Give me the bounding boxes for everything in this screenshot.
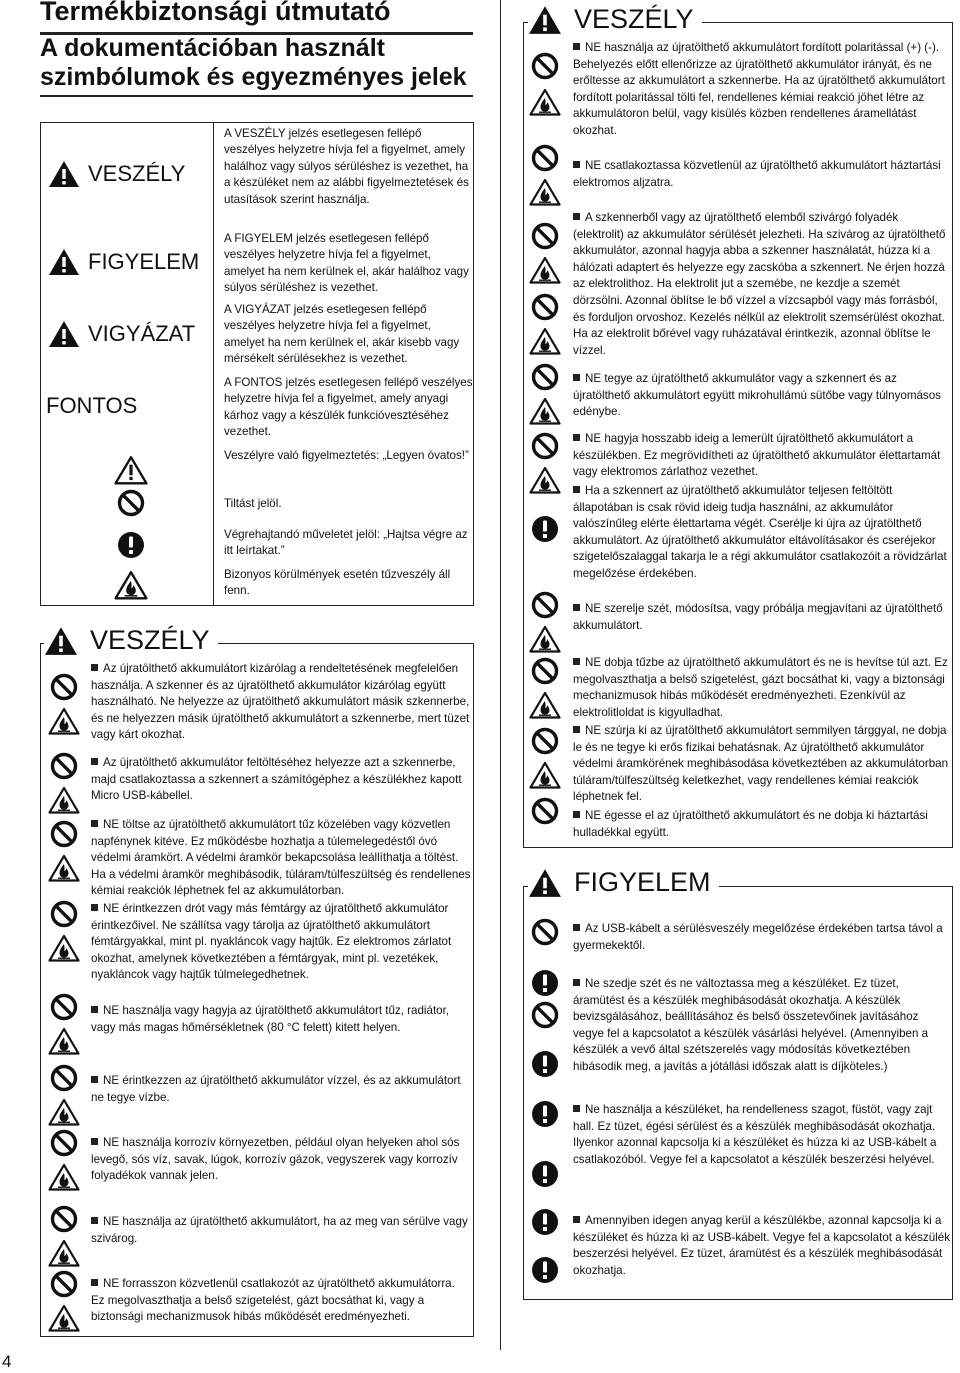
mandatory-action-icon: [531, 515, 559, 543]
item-text: NE töltse az újratölthető akkumulátort tűz közelében vagy közvetlen napfénynek kitéve. Ez működésbe hozhatja a túlemelegedéstől óvó védelmi áramkört. A védelmi áramkör bekapcsolása leállíthatja a töltést. Ha a védelmi áramkör meghibásodik, túláram/túlfeszültség és rendellenes kémiai reakciók léphetnek fel az akkumulátorban.: [91, 818, 471, 898]
item-text: NE dobja tűzbe az újratölthető akkumulátort és ne is hevítse túl azt. Ez megolvaszthatja a belső szigetelést, gázt bocsáthat ki, vagy a biztonsági mechanizmusok hibás működését eredményezheti. Ezenkívül az elektrolitloldat is kigyulladhat.: [573, 656, 948, 719]
danger-right-item-5: [573, 431, 951, 481]
fire-hazard-icon: [48, 1098, 80, 1126]
bullet: [573, 979, 580, 986]
bullet: [91, 1076, 98, 1083]
danger-right-item-2: [573, 158, 951, 191]
item-text: NE használja az újratölthető akkumulátort, ha az meg van sérülve vagy szivárog.: [91, 1215, 468, 1245]
item-text: Ha a szkennert az újratölthető akkumulátor teljesen feltöltött állapotában is csak rövid ideig tudja használni, az akkumulátor valószínűleg elérte élettartama végét. Cserélje ki újra az újratölthető akkumulátort. Az újratölthető akkumulátor eltávolításakor és cseréjekor szigetelőszalaggal takarja le a régi akkumulátor csatlakozóit a rövidzárlat megelőzése érdekében.: [573, 484, 947, 580]
prohibition-icon: [50, 993, 78, 1021]
item-text: NE égesse el az újratölthető akkumulátort és ne dobja ki háztartási hulladékkal együtt.: [573, 809, 928, 839]
prohibition-icon: [531, 727, 559, 755]
bullet: [91, 664, 98, 671]
bullet: [91, 1217, 98, 1224]
danger-right-item-1: [573, 40, 951, 140]
fire-hazard-icon: [529, 761, 561, 789]
danger-right-item-10: [573, 808, 951, 841]
warning-triangle-icon: [528, 868, 562, 898]
signal-label-important: FONTOS: [46, 393, 138, 418]
warning-right-heading-text: FIGYELEM: [574, 867, 711, 897]
legend-text-mandatory: Végrehajtandó műveletet jelöl: „Hajtsa végre az itt leírtakat.”: [224, 528, 468, 558]
bullet: [573, 434, 580, 441]
legend-text-caution: A VIGYÁZAT jelzés esetlegesen fellépő veszélyes helyzetre hívja fel a figyelmet, amelyet ha nem kerülnek el, akár kisebb vagy mérsékelt sérülésekhez is vezethet.: [224, 303, 460, 366]
mandatory-action-icon: [531, 1100, 559, 1128]
mandatory-action-icon: [531, 1160, 559, 1188]
warning-triangle-icon: [48, 320, 80, 348]
fire-hazard-icon: [48, 1304, 80, 1332]
danger-left-item-9: [91, 1276, 471, 1326]
fire-hazard-icon: [48, 1027, 80, 1055]
danger-left-item-6: [91, 1073, 471, 1106]
signal-label-warning: FIGYELEM: [88, 249, 200, 274]
section-subtitle: A dokumentációban használt szimbólumok és egyezményes jelek: [40, 34, 467, 91]
legend-signal-caution: [48, 320, 195, 348]
bullet: [91, 1279, 98, 1286]
fire-hazard-icon: [48, 1163, 80, 1191]
caution-triangle-icon: [114, 455, 148, 485]
page-title: Termékbiztonsági útmutató: [40, 0, 391, 26]
item-text: Ne használja a készüléket, ha rendelleness szagot, füstöt, vagy zajt hall. Ez tüzet, égési sérülést és a készülék meghibásodását okozhatja. Ilyenkor azonnal kapcsolja ki a készüléket és húzza ki az USB-kábelt a csatlakozóból. Vegye fel a kapcsolatot a készülék beszerzési helyével.: [573, 1103, 937, 1166]
fire-hazard-icon: [48, 786, 80, 814]
item-text: Az újratölthető akkumulátort kizárólag a rendeltetésének megfelelően használja. A szkenner és az újratölthető akkumulátor kizárólag együtt használható. Ne helyezze az újratölthető akkumulátort másik szkennerbe, és ne helyezzen másik újratölthető akkumulátort a szkennerbe, mert tüzet vagy kárt okozhat.: [91, 662, 470, 742]
fire-hazard-icon: [114, 570, 148, 600]
legend-divider: [213, 122, 214, 606]
item-text: NE érintkezzen drót vagy más fémtárgy az újratölthető akkumulátor érintkezőivel. Ne szállítsa vagy tárolja az újratölthető akkumulátort fémtárgyakkal, mint pl. nyakláncok vagy hajtűk. Ez elektromos zárlatot okozhat, amelynek következtében a fémtárgyak, mint pl. vezetékek, nyakláncok vagy hajtűk túlmelegedhetnek.: [91, 902, 452, 982]
fire-hazard-icon: [529, 327, 561, 355]
signal-label-danger: VESZÉLY: [88, 161, 186, 186]
fire-hazard-icon: [529, 256, 561, 284]
bullet: [91, 1006, 98, 1013]
bullet: [573, 1105, 580, 1112]
mandatory-action-icon: [531, 969, 559, 997]
bullet: [91, 820, 98, 827]
warning-right-item-4: [573, 1213, 951, 1279]
legend-text-warning: A FIGYELEM jelzés esetlegesen fellépő veszélyes helyzetre hívja fel a figyelmet, amelyet ha nem kerülnek el, akár halálhoz vagy súlyos sérüléshez is vezethet.: [224, 232, 469, 295]
danger-left-item-8: [91, 1214, 471, 1247]
danger-right-heading-text: VESZÉLY: [574, 4, 694, 34]
prohibition-icon: [531, 293, 559, 321]
danger-left-item-2: [91, 755, 471, 805]
bullet: [91, 758, 98, 765]
warning-triangle-icon: [44, 626, 78, 656]
prohibition-icon: [531, 918, 559, 946]
danger-right-item-3: [573, 210, 951, 359]
prohibition-icon: [50, 1270, 78, 1298]
danger-right-item-8: [573, 655, 951, 721]
page-number: 4: [2, 1352, 12, 1371]
danger-right-item-7: [573, 601, 951, 634]
prohibition-icon: [50, 1064, 78, 1092]
bullet: [573, 161, 580, 168]
warning-triangle-icon: [528, 5, 562, 35]
legend-text-prohibition: Tiltást jelöl.: [224, 497, 282, 510]
warning-right-heading: [528, 867, 719, 898]
legend-text-fire: Bizonyos körülmények esetén tűzveszély áll fenn.: [224, 568, 451, 598]
item-text: Az újratölthető akkumulátor feltöltéséhez helyezze azt a szkennerbe, majd csatlakoztassa a szkennert a számítógéphez a készülékhez kapott Micro USB-kábellel.: [91, 756, 462, 803]
warning-right-item-3: [573, 1102, 951, 1168]
item-text: NE hagyja hosszabb ideig a lemerült újratölthető akkumulátort a készülékben. Ez megrövidítheti az újratölthető akkumulátor élettartamát vagy elektromos zárlathoz vezethet.: [573, 432, 941, 479]
warning-triangle-icon: [48, 248, 80, 276]
prohibition-icon: [50, 1129, 78, 1157]
bullet: [573, 924, 580, 931]
item-text: NE csatlakoztassa közvetlenül az újratölthető akkumulátort háztartási elektromos aljzatra.: [573, 159, 941, 189]
mandatory-action-icon: [117, 531, 145, 559]
item-text: A szkennerből vagy az újratölthető elemből szivárgó folyadék (elektrolit) az akkumulátor sérülését jelezheti. Ha szivárog az újratölthető akkumulátor, azonnal hagyja abba a szkenner használatát, húzza ki a hálózati adaptert és helyezze egy zacskóba a szkennert. Ne érjen hozzá az elektrolithoz. Ha elektrolit jut a szemébe, ne kezdje a szemét dörzsölni. Azonnal öblítse le bő vízzel a vízcsapból vagy más forrásból, és forduljon orvoshoz. Kezelés nélkül az elektrolit szemsérülést okozhat. Ha az elektrolit bőrével vagy ruházatával érintkezik, azonnal öblítse le vízzel.: [573, 211, 946, 357]
item-text: NE szúrja ki az újratölthető akkumulátort semmilyen tárggyal, ne dobja le és ne tegye ki erős fizikai behatásnak. Az újratölthető akkumulátor védelmi áramkörének meghibásodása következtében az akkumulátorban túláram/túlfeszültség keletkezhet, vagy rendellenes kémiai reakciók léphetnek fel.: [573, 724, 949, 804]
danger-right-heading: [528, 4, 702, 35]
column-separator: [500, 0, 501, 1350]
prohibition-icon: [50, 820, 78, 848]
legend-signal-warning: [48, 248, 199, 276]
fire-hazard-icon: [48, 854, 80, 882]
danger-right-item-6: [573, 483, 951, 583]
mandatory-action-icon: [531, 1256, 559, 1284]
prohibition-icon: [50, 752, 78, 780]
danger-right-item-9: [573, 723, 951, 806]
fire-hazard-icon: [48, 934, 80, 962]
prohibition-icon: [531, 591, 559, 619]
bullet: [91, 1138, 98, 1145]
legend-text-danger: A VESZÉLY jelzés esetlegesen fellépő veszélyes helyzetre hívja fel a figyelmet, amely halálhoz vagy súlyos sérüléshez is vezethet, ha a készüléket nem az alábbi figyelmeztetések és utasítások szerint használja.: [224, 127, 469, 206]
danger-left-item-4: [91, 901, 471, 984]
prohibition-icon: [117, 489, 145, 517]
danger-left-item-7: [91, 1135, 471, 1185]
danger-left-item-3: [91, 817, 471, 900]
warning-right-item-1: [573, 921, 951, 954]
bullet: [573, 43, 580, 50]
item-text: NE használja vagy hagyja az újratölthető akkumulátort tűz, radiátor, vagy más magas hőmérsékletnek (80 °C felett) kitett helyen.: [91, 1004, 450, 1034]
bullet: [91, 904, 98, 911]
bullet: [573, 811, 580, 818]
prohibition-icon: [50, 900, 78, 928]
prohibition-icon: [531, 1001, 559, 1029]
fire-hazard-icon: [529, 466, 561, 494]
bullet: [573, 213, 580, 220]
prohibition-icon: [531, 432, 559, 460]
fire-hazard-icon: [529, 178, 561, 206]
legend-signal-important: [46, 393, 137, 419]
fire-hazard-icon: [529, 88, 561, 116]
danger-left-item-1: [91, 661, 471, 744]
item-text: NE szerelje szét, módosítsa, vagy próbálja megjavítani az újratölthető akkumulátort.: [573, 602, 943, 632]
item-text: NE érintkezzen az újratölthető akkumulátor vízzel, és az akkumulátort ne tegye vízbe.: [91, 1074, 461, 1104]
fire-hazard-icon: [529, 691, 561, 719]
prohibition-icon: [531, 657, 559, 685]
danger-left-item-5: [91, 1003, 471, 1036]
prohibition-icon: [531, 52, 559, 80]
prohibition-icon: [50, 1205, 78, 1233]
item-text: NE tegye az újratölthető akkumulátor vagy a szkennert és az újratölthető akkumulátort együtt mikrohullámú sütőbe vagy túlnyomásos edénybe.: [573, 372, 941, 419]
mandatory-action-icon: [531, 1050, 559, 1078]
fire-hazard-icon: [529, 397, 561, 425]
bullet: [573, 1216, 580, 1223]
item-text: Amennyiben idegen anyag kerül a készülékbe, azonnal kapcsolja ki a készüléket és húzza ki az USB-kábelt. Vegye fel a kapcsolatot a készülék beszerzési helyével. Ez tüzet, áramütést és a készülék meghibásodását okozhatja.: [573, 1214, 950, 1277]
danger-left-heading: [44, 625, 218, 656]
legend-text-important: A FONTOS jelzés esetlegesen fellépő veszélyes helyzetre hívja fel a figyelmet, amely anyagi kárhoz vagy a készülék funkcióvesztéséhez vezethet.: [224, 376, 473, 439]
danger-right-item-4: [573, 371, 951, 421]
warning-triangle-icon: [48, 160, 80, 188]
item-text: NE használja korrozív környezetben, például olyan helyeken ahol sós levegő, sós víz, savak, lúgok, korrozív gázok, vegyszerek vagy korrozív folyadékok vannak jelen.: [91, 1136, 460, 1183]
bullet: [573, 658, 580, 665]
fire-hazard-icon: [48, 707, 80, 735]
fire-hazard-icon: [529, 625, 561, 653]
fire-hazard-icon: [48, 1239, 80, 1267]
item-text: Ne szedje szét és ne változtassa meg a készüléket. Ez tüzet, áramütést és a készülék meghibásodását okozhatja. A készülék bevizsgálásához, beállításához és belső összetevőinek javításához vegye fel a kapcsolatot a készülék vásárlási helyével. (Amennyiben a készülék a vevő által szétszerelés vagy módosítás következtében hibásodik meg, a javítás a jótállási időszak alatt is díjköteles.): [573, 977, 929, 1073]
mandatory-action-icon: [531, 1208, 559, 1236]
item-text: NE használja az újratölthető akkumulátort fordított polaritással (+) (-). Behelyezés előtt ellenőrizze az újratölthető akkumulátor irányát, és ne erőltesse az akkumulátort a szkennerbe. Ha az újratölthető akkumulátort fordított polaritással tölti fel, rendellenes kémiai reakció jöhet létre az akkumulátoron belül, vagy kisülés közben rendellenes áramellátást okozhat.: [573, 41, 945, 137]
legend-text-caution-symbol: Veszélyre való figyelmeztetés: „Legyen óvatos!”: [224, 449, 469, 462]
bullet: [573, 374, 580, 381]
signal-label-caution: VIGYÁZAT: [88, 321, 196, 346]
item-text: Az USB-kábelt a sérülésveszély megelőzése érdekében tartsa távol a gyermekektől.: [573, 922, 943, 952]
prohibition-icon: [50, 673, 78, 701]
prohibition-icon: [531, 363, 559, 391]
prohibition-icon: [531, 222, 559, 250]
bullet: [573, 604, 580, 611]
subtitle-rule: [40, 95, 473, 97]
item-text: NE forrasszon közvetlenül csatlakozót az újratölthető akkumulátorra. Ez megolvaszthatja a belső szigetelést, gázt bocsáthat ki, vagy a biztonsági mechanizmusok hibás működését eredményezheti.: [91, 1277, 455, 1324]
prohibition-icon: [531, 144, 559, 172]
bullet: [573, 486, 580, 493]
warning-right-item-2: [573, 976, 951, 1076]
prohibition-icon: [531, 797, 559, 825]
legend-signal-danger: [48, 160, 185, 188]
bullet: [573, 726, 580, 733]
danger-left-heading-text: VESZÉLY: [90, 625, 210, 655]
